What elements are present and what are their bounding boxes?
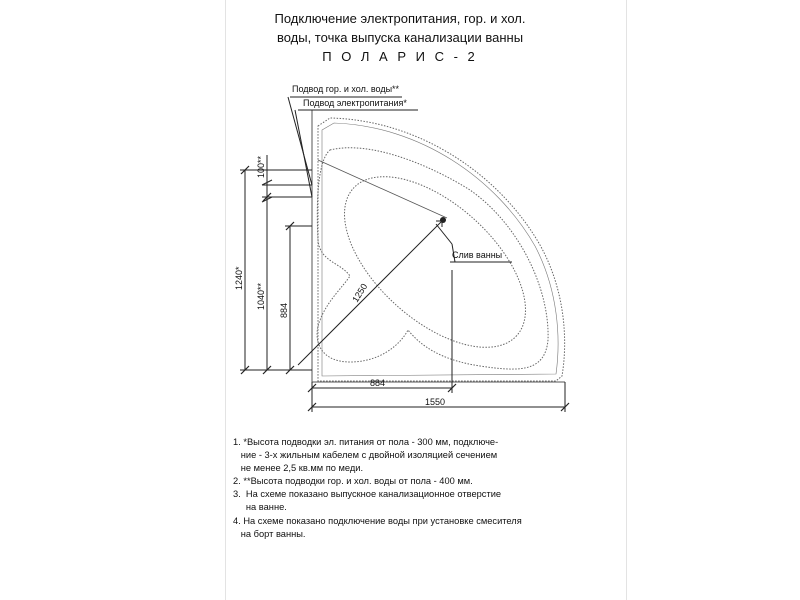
dim-label-1040: 1040** <box>256 282 266 310</box>
title-line-2: воды, точка выпуска канализации ванны <box>276 30 524 45</box>
drain-label: Слив ванны <box>452 250 503 260</box>
drain-leader-line <box>436 224 452 244</box>
power-supply-label: Подвод электропитания* <box>303 98 407 108</box>
note-line: ние - 3-х жильным кабелем с двойной изоляцией сечением <box>233 450 498 461</box>
note-line: 2. **Высота подводки гор. и хол. воды от пола - 400 мм. <box>233 476 473 487</box>
notes-block <box>233 436 613 541</box>
note-line: на ванне. <box>233 502 287 513</box>
diagonal-dimension-line <box>298 221 442 365</box>
drain-guide-line <box>318 160 447 218</box>
dim-label-1240: 1240* <box>234 266 244 290</box>
bath-bowl-outline <box>317 148 548 369</box>
note-line: не менее 2,5 кв.мм по меди. <box>233 463 364 474</box>
note-line: на борт ванны. <box>233 528 306 539</box>
dim-label-1250: 1250 <box>350 281 370 305</box>
dim-label-1550: 1550 <box>425 397 446 407</box>
note-line: 4. На схеме показано подключение воды при установке смесителя <box>233 515 522 526</box>
water-supply-label: Подвод гор. и хол. воды** <box>292 84 400 94</box>
title-model-name: П О Л А Р И С - 2 <box>322 49 478 64</box>
dim-label-100: 100** <box>256 155 266 178</box>
note-line: 3. На схеме показано выпускное канализационное отверстие <box>233 489 502 500</box>
note-line: 1. *Высота подводки эл. питания от пола - 300 мм, подключе- <box>233 437 499 447</box>
power-supply-leader <box>295 110 312 197</box>
drain-point-marker <box>440 217 446 223</box>
bath-outer-rim <box>318 118 565 381</box>
bath-inner-oval <box>314 145 555 378</box>
title-line-1: Подключение электропитания, гор. и хол. <box>274 11 526 26</box>
dim-label-884-vertical: 884 <box>279 302 289 318</box>
dim-label-884-horizontal: 884 <box>370 378 386 388</box>
